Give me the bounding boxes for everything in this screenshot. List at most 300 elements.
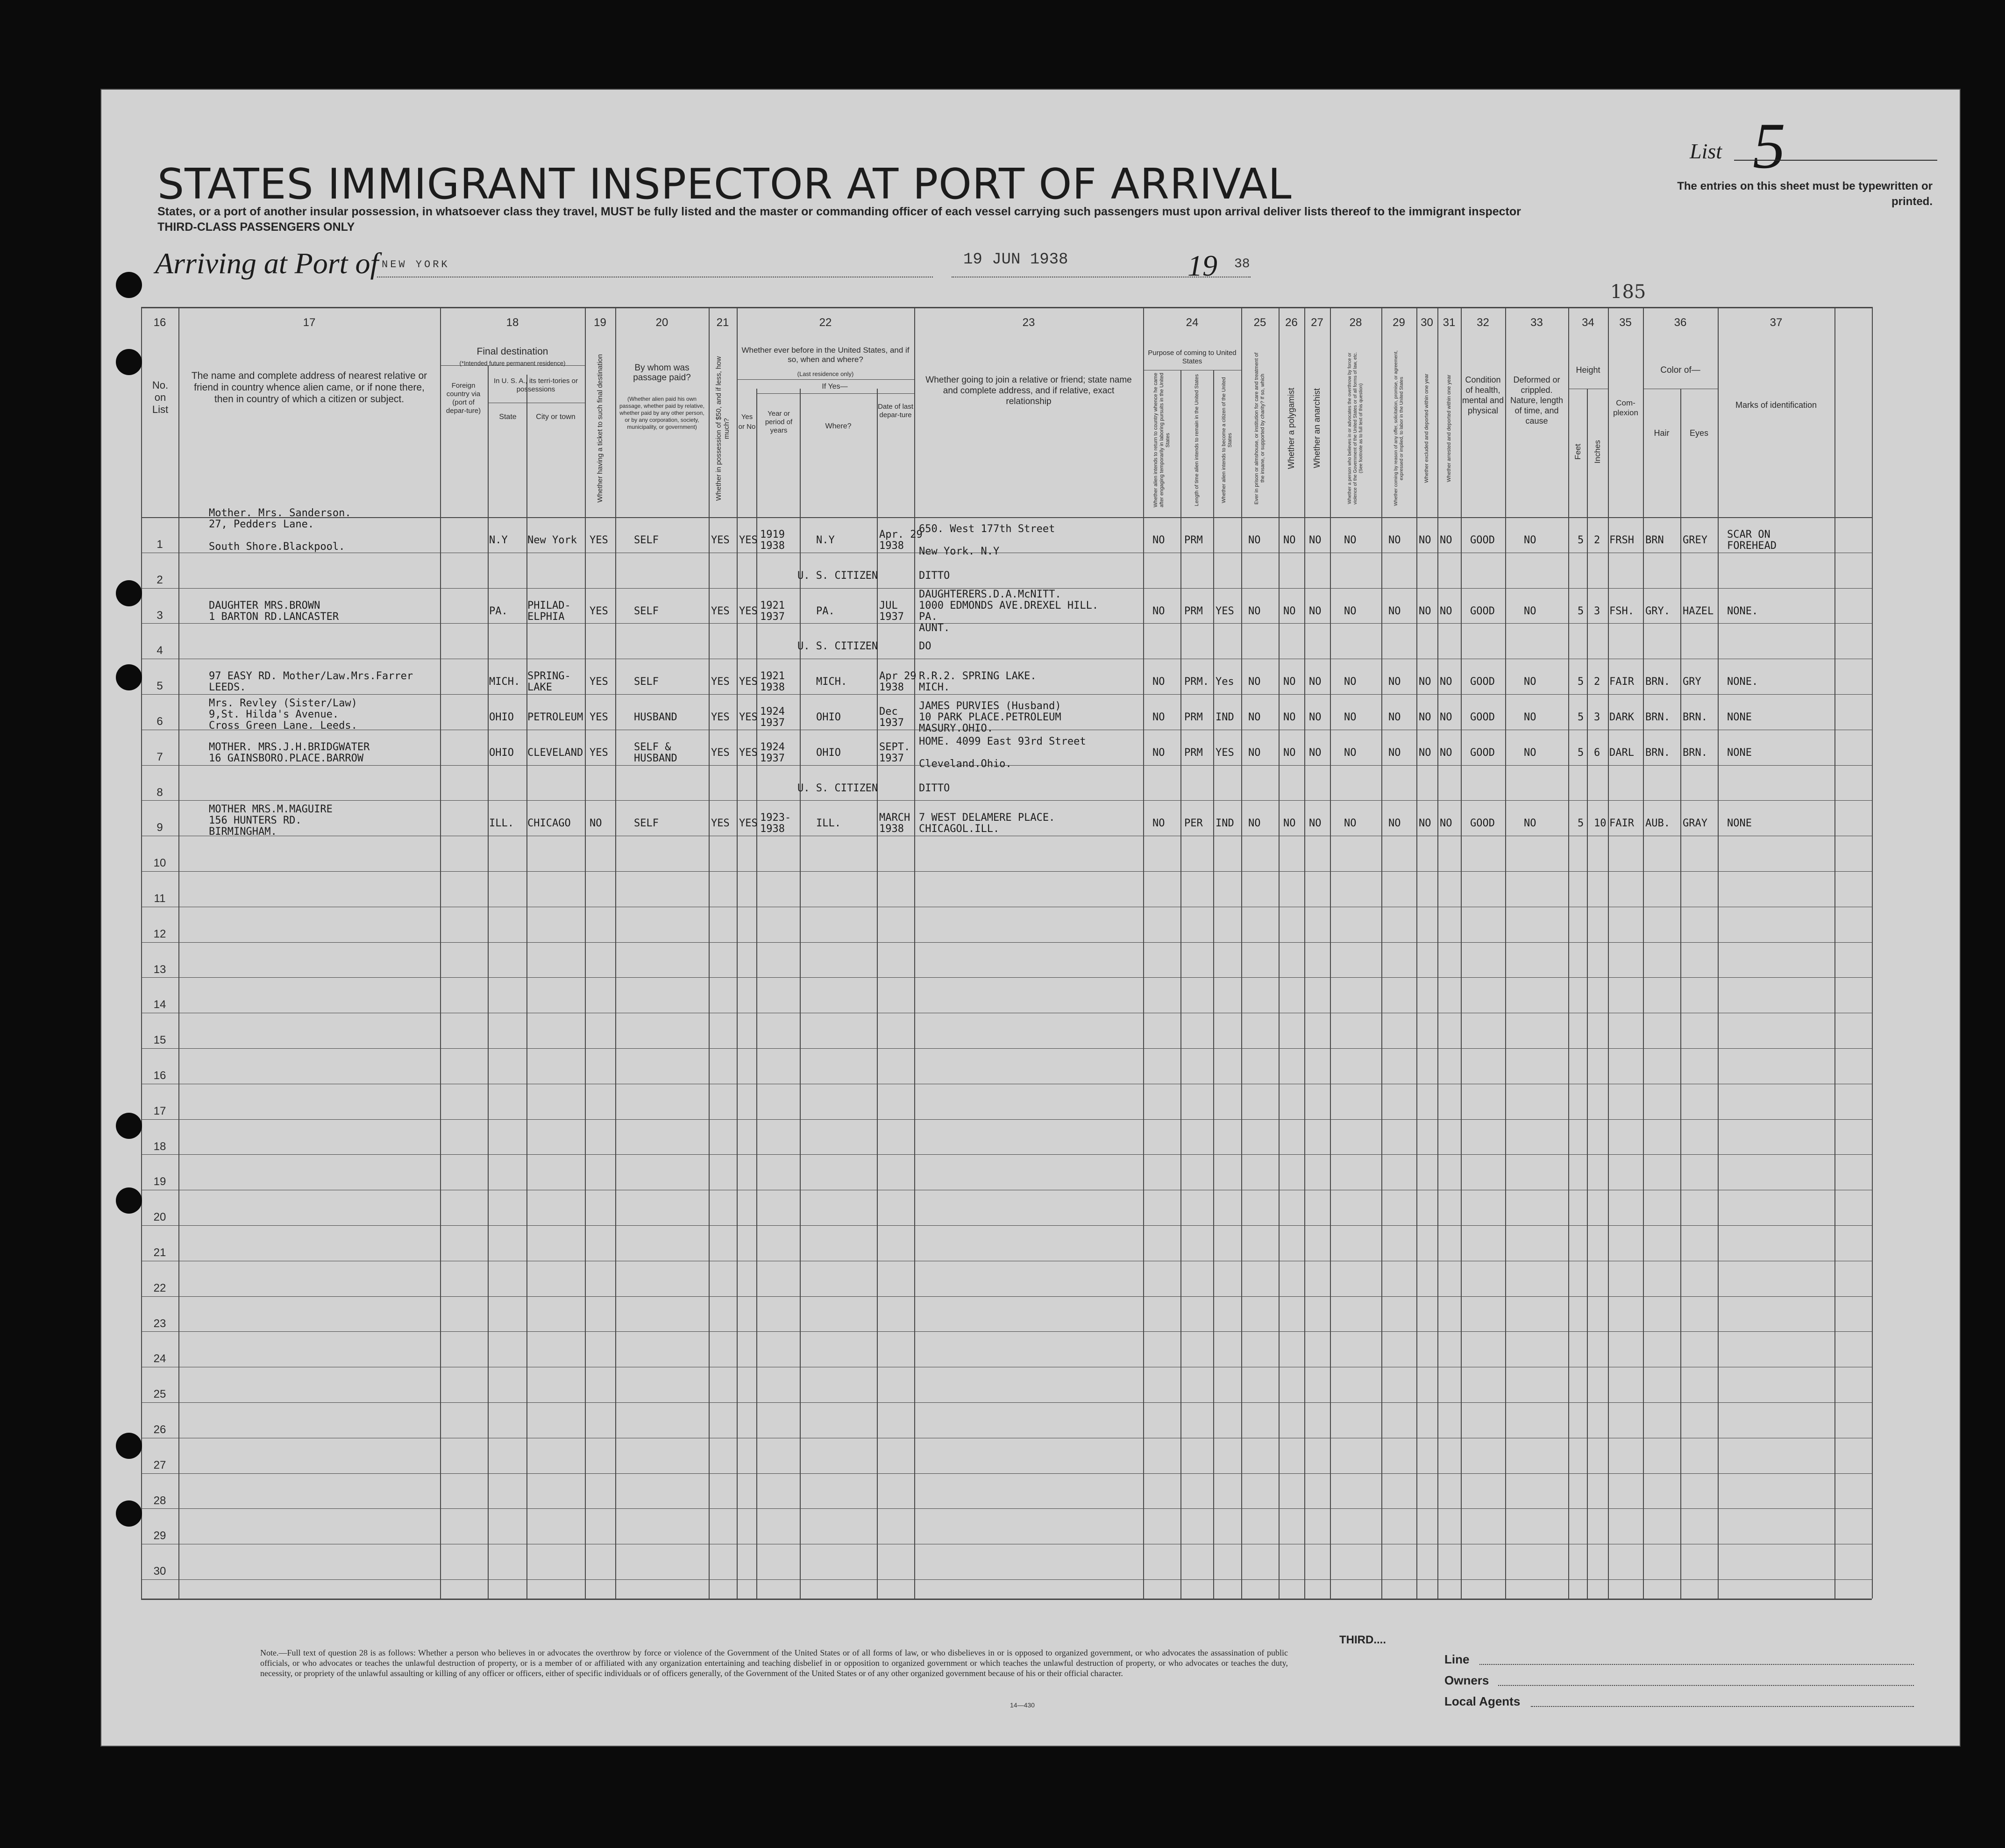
header-passage-paid-note: (Whether alien paid his own passage, whether paid by relative, whether paid by any other person, or by any corporation, society, municipality, or government) bbox=[619, 396, 705, 430]
header-bottom-rule bbox=[141, 517, 1872, 518]
header-date-departure: Date of last depar-ture bbox=[878, 403, 913, 419]
cell-join: 650. West 177th Street New York. N.Y bbox=[919, 523, 1055, 557]
cell-ticket: YES bbox=[590, 534, 608, 546]
cell-departure: Apr. 29 1938 bbox=[879, 529, 923, 552]
cell-c31: NO bbox=[1440, 711, 1452, 723]
page-title: STATES IMMIGRANT INSPECTOR AT PORT OF ARRIVAL bbox=[157, 160, 1292, 209]
cell-hair: GRY. bbox=[1645, 605, 1670, 617]
col-num-32: 32 bbox=[1477, 316, 1489, 329]
header-height: Height bbox=[1576, 365, 1600, 375]
cell-p-a: NO bbox=[1152, 711, 1165, 723]
header-final-destination: Final destination bbox=[476, 346, 548, 357]
cell-c29: NO bbox=[1388, 711, 1401, 723]
cell-p-a: NO bbox=[1152, 605, 1165, 617]
header-nearest-relative: The name and complete address of nearest relative or friend in country whence alien came, or if none there, then in country of which a citizen or subject. bbox=[191, 370, 427, 405]
column-rule bbox=[1608, 307, 1609, 1599]
col-num-21: 21 bbox=[716, 316, 729, 329]
cell-ticket: NO bbox=[590, 817, 602, 830]
col-num-35: 35 bbox=[1619, 316, 1632, 329]
header-purpose-a: Whether alien intends to return to country whence he came after engaging temporarily in laboring pursuits in the United States bbox=[1152, 373, 1171, 507]
cell-state: ILL. bbox=[489, 817, 514, 830]
cell-hair: BRN. bbox=[1645, 711, 1670, 723]
cell-fifty: YES bbox=[711, 676, 730, 688]
header-hair: Hair bbox=[1654, 428, 1670, 438]
col-num-34: 34 bbox=[1582, 316, 1594, 329]
col-num-25: 25 bbox=[1253, 316, 1266, 329]
cell-c25: NO bbox=[1248, 746, 1261, 759]
row-rule bbox=[141, 1508, 1872, 1509]
cell-marks: NONE. bbox=[1727, 676, 1758, 688]
header-col-27: Whether an anarchist bbox=[1312, 388, 1322, 469]
cell-c26: NO bbox=[1283, 817, 1296, 830]
cell-state: PA. bbox=[489, 605, 508, 617]
cell-c27: NO bbox=[1309, 711, 1322, 723]
cell-state: OHIO bbox=[489, 711, 514, 723]
cell-p-c: YES bbox=[1216, 605, 1234, 617]
row-number: 24 bbox=[153, 1352, 166, 1365]
column-rule bbox=[1587, 389, 1588, 1599]
row-number: 16 bbox=[153, 1069, 166, 1082]
cell-p-b: PER bbox=[1184, 817, 1203, 830]
year-prefix: 19 bbox=[1187, 249, 1217, 282]
header-state: State bbox=[499, 413, 517, 421]
cell-eyes: BRN. bbox=[1683, 711, 1707, 723]
cell-p-a: NO bbox=[1152, 534, 1165, 546]
cell-before: YES bbox=[739, 534, 758, 546]
header-fifty-dollars: Whether in possession of $50, and if less, how much? bbox=[715, 356, 731, 501]
cell-deformed: NO bbox=[1524, 676, 1536, 688]
cell-c27: NO bbox=[1309, 534, 1322, 546]
third-label: THIRD.... bbox=[1339, 1634, 1386, 1646]
cell-years: 1921 1937 bbox=[760, 599, 785, 623]
list-label: List bbox=[1690, 139, 1722, 163]
cell-join: R.R.2. SPRING LAKE. MICH. bbox=[919, 670, 1037, 694]
column-rule bbox=[1505, 307, 1506, 1599]
column-rule bbox=[1834, 307, 1835, 1599]
row-rule bbox=[141, 1331, 1872, 1332]
list-number: 5 bbox=[1753, 110, 1785, 182]
cell-join: DITTO bbox=[919, 782, 950, 794]
cell-c30: NO bbox=[1419, 534, 1431, 546]
cell-fifty: YES bbox=[711, 711, 730, 723]
cell-citizen: U. S. CITIZEN bbox=[797, 782, 878, 794]
col-num-16: 16 bbox=[153, 316, 166, 329]
cell-citizen: U. S. CITIZEN bbox=[797, 640, 878, 653]
row-number: 9 bbox=[156, 821, 163, 834]
header-col-28: Whether a person who believes in or advocates the overthrow by force or violence of the Government of the United States or of all forms of law, etc. (See footnote as to full text of this question) bbox=[1347, 352, 1364, 505]
cell-c27: NO bbox=[1309, 817, 1322, 830]
row-number: 4 bbox=[156, 644, 163, 657]
cell-c30: NO bbox=[1419, 711, 1431, 723]
cell-c26: NO bbox=[1283, 534, 1296, 546]
row-number: 5 bbox=[156, 680, 163, 693]
header-final-destination-note: (*Intended future permanent residence) bbox=[459, 360, 566, 367]
header-color-of: Color of— bbox=[1660, 365, 1700, 375]
col-num-30: 30 bbox=[1421, 316, 1433, 329]
cell-fifty: YES bbox=[711, 605, 730, 617]
cell-hair: BRN bbox=[1645, 534, 1664, 546]
cell-departure: Apr 29 1938 bbox=[879, 670, 917, 694]
cell-ticket: YES bbox=[590, 676, 608, 688]
col-num-19: 19 bbox=[594, 316, 606, 329]
cell-health: GOOD bbox=[1470, 746, 1495, 759]
cell-c29: NO bbox=[1388, 746, 1401, 759]
cell-inches: 3 bbox=[1594, 711, 1600, 723]
arriving-label: Arriving at Port of bbox=[155, 247, 379, 280]
cell-years: 1924 1937 bbox=[760, 741, 785, 764]
cell-relative: 97 EASY RD. Mother/Law.Mrs.Farrer LEEDS. bbox=[209, 670, 413, 694]
column-rule bbox=[178, 307, 179, 1599]
header-where: Where? bbox=[825, 422, 852, 430]
row-number: 3 bbox=[156, 609, 163, 622]
header-marks: Marks of identification bbox=[1735, 400, 1817, 410]
row-number: 26 bbox=[153, 1423, 166, 1436]
cell-c29: NO bbox=[1388, 817, 1401, 830]
cell-c29: NO bbox=[1388, 676, 1401, 688]
cell-paid: SELF & HUSBAND bbox=[634, 741, 677, 764]
column-rule bbox=[526, 375, 527, 1599]
cell-fifty: YES bbox=[711, 534, 730, 546]
cell-eyes: GRY bbox=[1683, 676, 1701, 688]
row-number: 25 bbox=[153, 1388, 166, 1401]
col-num-26: 26 bbox=[1285, 316, 1298, 329]
row-rule bbox=[141, 1402, 1872, 1403]
cell-c25: NO bbox=[1248, 605, 1261, 617]
cell-join: DITTO bbox=[919, 569, 950, 582]
cell-c28: NO bbox=[1344, 711, 1357, 723]
cell-fifty: YES bbox=[711, 746, 730, 759]
header-purpose: Purpose of coming to United States bbox=[1148, 349, 1237, 365]
cell-before: YES bbox=[739, 817, 758, 830]
table-bottom-rule bbox=[141, 1599, 1872, 1600]
column-rule bbox=[1643, 307, 1644, 1599]
row-rule bbox=[141, 800, 1872, 801]
port-name: NEW YORK bbox=[382, 259, 450, 270]
cell-eyes: GRAY bbox=[1683, 817, 1707, 830]
cell-p-b: PRM bbox=[1184, 605, 1203, 617]
cell-paid: SELF bbox=[634, 534, 659, 546]
cell-join: DAUGHTERERS.D.A.McNITT. 1000 EDMONDS AVE.DREXEL HILL. PA. AUNT. bbox=[919, 588, 1099, 634]
row-number: 18 bbox=[153, 1140, 166, 1153]
column-rule bbox=[737, 307, 738, 1599]
form-code: 14—430 bbox=[1010, 1701, 1035, 1709]
row-rule bbox=[141, 942, 1872, 943]
column-rule bbox=[1213, 370, 1214, 1599]
cell-citizen: U. S. CITIZEN bbox=[797, 569, 878, 582]
row-number: 19 bbox=[153, 1175, 166, 1188]
punch-hole bbox=[116, 1500, 142, 1527]
cell-p-b: PRM bbox=[1184, 711, 1203, 723]
row-number: 23 bbox=[153, 1317, 166, 1330]
cell-p-b: PRM. bbox=[1184, 676, 1209, 688]
header-col-29: Whether coming by reason of any offer, solicitation, promise, or agreement, expressed or implied, to labor in the United States bbox=[1393, 350, 1404, 506]
cell-join: JAMES PURVIES (Husband) 10 PARK PLACE.PETROLEUM MASURY.OHIO. bbox=[919, 700, 1061, 734]
col-num-20: 20 bbox=[655, 316, 668, 329]
cell-ticket: YES bbox=[590, 746, 608, 759]
cell-fifty: YES bbox=[711, 817, 730, 830]
punch-hole bbox=[116, 1113, 142, 1139]
cell-inches: 2 bbox=[1594, 676, 1600, 688]
cell-p-a: NO bbox=[1152, 676, 1165, 688]
cell-paid: SELF bbox=[634, 817, 659, 830]
cell-state: N.Y bbox=[489, 534, 508, 546]
row-number: 29 bbox=[153, 1529, 166, 1542]
cell-hair: AUB. bbox=[1645, 817, 1670, 830]
row-number: 13 bbox=[153, 963, 166, 976]
cell-p-c: YES bbox=[1216, 746, 1234, 759]
header-purpose-c: Whether alien intends to become a citizen of the United States bbox=[1221, 377, 1233, 503]
cell-marks: SCAR ON FOREHEAD bbox=[1727, 529, 1777, 552]
column-rule bbox=[488, 365, 489, 1599]
cell-deformed: NO bbox=[1524, 746, 1536, 759]
column-rule bbox=[1872, 307, 1873, 1599]
owners-label: Owners bbox=[1444, 1673, 1489, 1687]
col-num-24: 24 bbox=[1186, 316, 1199, 329]
row-number: 20 bbox=[153, 1211, 166, 1224]
row-number: 21 bbox=[153, 1246, 166, 1259]
header-col-31: Whether arrested and deported within one year bbox=[1446, 375, 1452, 482]
punch-hole bbox=[116, 349, 142, 375]
cell-inches: 2 bbox=[1594, 534, 1600, 546]
entries-note: The entries on this sheet must be typewritten or printed. bbox=[1677, 180, 1933, 208]
line-field[interactable] bbox=[1479, 1664, 1914, 1665]
cell-paid: HUSBAND bbox=[634, 711, 677, 723]
footnote-question-28: Note.—Full text of question 28 is as follows: Whether a person who believes in or advocates the overthrow by force or violence of the Government of the United States or of all forms of law, or who disbelieves in or is opposed to organized government, or who advocates the assassination of public officials, or who advocates or teaches the unlawful destruction of property, or is a member of or affiliated with any organization entertaining and teaching disbelief in or opposition to organized government or which teaches the unlawful destruction of property, or who advocates or teaches the duty, necessity, or propriety of the unlawful assaulting or killing of any officer or officers, either of specific individuals or of officers generally, of the Government of the United States or of any other organized government because of his or their official character. bbox=[260, 1648, 1288, 1678]
punch-hole bbox=[116, 1433, 142, 1459]
cell-join: DO bbox=[919, 640, 931, 653]
cell-complexion: FAIR bbox=[1609, 817, 1634, 830]
header-year-period: Year or period of years bbox=[765, 410, 793, 434]
cell-marks: NONE bbox=[1727, 746, 1752, 759]
pencil-number: 185 bbox=[1610, 281, 1646, 303]
cell-feet: 5 bbox=[1578, 746, 1584, 759]
punch-hole bbox=[116, 272, 142, 298]
cell-city: CHICAGO bbox=[527, 817, 571, 830]
cell-before: YES bbox=[739, 605, 758, 617]
cell-feet: 5 bbox=[1578, 605, 1584, 617]
cell-c25: NO bbox=[1248, 676, 1261, 688]
cell-p-b: PRM bbox=[1184, 746, 1203, 759]
cell-city: PHILAD- ELPHIA bbox=[527, 599, 571, 623]
column-rule bbox=[756, 389, 757, 1599]
column-rule bbox=[1680, 389, 1681, 1599]
row-number: 2 bbox=[156, 573, 163, 586]
cell-c31: NO bbox=[1440, 817, 1452, 830]
cell-deformed: NO bbox=[1524, 534, 1536, 546]
row-rule bbox=[141, 1296, 1872, 1297]
cell-departure: Dec 1937 bbox=[879, 706, 904, 729]
row-number: 11 bbox=[154, 892, 166, 905]
header-eyes: Eyes bbox=[1689, 428, 1709, 438]
row-rule bbox=[141, 1119, 1872, 1120]
cell-city: SPRING- LAKE bbox=[527, 670, 571, 694]
cell-years: 1919 1938 bbox=[760, 529, 785, 552]
row-rule bbox=[141, 977, 1872, 978]
header-col-26: Whether a polygamist bbox=[1287, 387, 1296, 469]
cell-c29: NO bbox=[1388, 534, 1401, 546]
cell-c27: NO bbox=[1309, 605, 1322, 617]
intro-line-1: States, or a port of another insular possession, in whatsoever class they travel, MUST be fully listed and the master or commanding officer of each vessel carrying such passengers must upon arrival deliver lists thereof to the immigrant inspector bbox=[157, 205, 1521, 218]
header-col-30: Whether excluded and deported within one year bbox=[1424, 374, 1429, 483]
cell-relative: Mrs. Revley (Sister/Law) 9,St. Hilda's Avenue. Cross Green Lane. Leeds. bbox=[209, 697, 357, 732]
cell-c31: NO bbox=[1440, 605, 1452, 617]
row-number: 22 bbox=[153, 1281, 166, 1294]
cell-eyes: HAZEL bbox=[1683, 605, 1714, 617]
column-rule bbox=[141, 307, 142, 1599]
local-agents-field[interactable] bbox=[1531, 1706, 1914, 1707]
cell-c26: NO bbox=[1283, 711, 1296, 723]
header-no-on-list: No. on List bbox=[152, 379, 169, 415]
intro-text bbox=[157, 204, 1652, 235]
cell-city: PETROLEUM bbox=[527, 711, 583, 723]
col-num-18: 18 bbox=[506, 316, 519, 329]
header-feet: Feet bbox=[1573, 443, 1582, 460]
cell-city: CLEVELAND bbox=[527, 746, 583, 759]
cell-p-c: Yes bbox=[1216, 676, 1234, 688]
date-stamp: 19 JUN 1938 bbox=[963, 251, 1068, 269]
header-yes-or-no: Yes or No bbox=[738, 413, 756, 431]
owners-field[interactable] bbox=[1498, 1685, 1914, 1686]
column-rule bbox=[1718, 307, 1719, 1599]
cell-hair: BRN. bbox=[1645, 676, 1670, 688]
cell-marks: NONE. bbox=[1727, 605, 1758, 617]
col-num-31: 31 bbox=[1443, 316, 1456, 329]
cell-relative: DAUGHTER MRS.BROWN 1 BARTON RD.LANCASTER bbox=[209, 599, 339, 623]
cell-c28: NO bbox=[1344, 605, 1357, 617]
cell-where: PA. bbox=[816, 605, 835, 617]
cell-paid: SELF bbox=[634, 676, 659, 688]
cell-paid: SELF bbox=[634, 605, 659, 617]
cell-before: YES bbox=[739, 746, 758, 759]
cell-deformed: NO bbox=[1524, 817, 1536, 830]
cell-where: MICH. bbox=[816, 676, 847, 688]
cell-years: 1923- 1938 bbox=[760, 812, 791, 835]
punch-hole bbox=[116, 1187, 142, 1214]
cell-c30: NO bbox=[1419, 605, 1431, 617]
cell-c25: NO bbox=[1248, 534, 1261, 546]
row-rule bbox=[141, 1048, 1872, 1049]
row-number: 12 bbox=[153, 927, 166, 940]
cell-state: OHIO bbox=[489, 746, 514, 759]
cell-years: 1921 1938 bbox=[760, 670, 785, 694]
row-number: 10 bbox=[153, 857, 166, 870]
header-last-residence: (Last residence only) bbox=[797, 370, 854, 377]
col-num-23: 23 bbox=[1022, 316, 1035, 329]
cell-health: GOOD bbox=[1470, 676, 1495, 688]
punch-hole bbox=[116, 664, 142, 690]
cell-ticket: YES bbox=[590, 711, 608, 723]
header-join-relative: Whether going to join a relative or friend; state name and complete address, and if relative, exact relationship bbox=[925, 375, 1132, 406]
cell-state: MICH. bbox=[489, 676, 520, 688]
cell-p-c: IND bbox=[1216, 817, 1234, 830]
cell-c26: NO bbox=[1283, 605, 1296, 617]
row-number: 7 bbox=[156, 750, 163, 763]
header-passage-paid: By whom was passage paid? bbox=[633, 363, 691, 383]
cell-inches: 10 bbox=[1594, 817, 1607, 830]
row-rule bbox=[141, 694, 1872, 695]
header-purpose-b: Length of time alien intends to remain in the United States bbox=[1194, 374, 1200, 506]
row-number: 30 bbox=[153, 1565, 166, 1578]
subheader-rule bbox=[756, 393, 914, 394]
cell-eyes: GREY bbox=[1683, 534, 1707, 546]
header-condition: Condition of health, mental and physical bbox=[1462, 375, 1504, 415]
header-inches: Inches bbox=[1593, 440, 1602, 464]
cell-feet: 5 bbox=[1578, 534, 1584, 546]
cell-before: YES bbox=[739, 676, 758, 688]
cell-relative: MOTHER. MRS.J.H.BRIDGWATER 16 GAINSBORO.PLACE.BARROW bbox=[209, 741, 370, 764]
column-rule bbox=[615, 307, 616, 1599]
row-rule bbox=[141, 871, 1872, 872]
cell-c31: NO bbox=[1440, 676, 1452, 688]
cell-eyes: BRN. bbox=[1683, 746, 1707, 759]
cell-c28: NO bbox=[1344, 676, 1357, 688]
cell-p-a: NO bbox=[1152, 746, 1165, 759]
cell-inches: 6 bbox=[1594, 746, 1600, 759]
header-foreign-country: Foreign country via (port of depar-ture) bbox=[446, 382, 481, 415]
cell-c28: NO bbox=[1344, 746, 1357, 759]
cell-feet: 5 bbox=[1578, 676, 1584, 688]
row-rule bbox=[141, 1579, 1872, 1580]
cell-ticket: YES bbox=[590, 605, 608, 617]
cell-c27: NO bbox=[1309, 746, 1322, 759]
cell-feet: 5 bbox=[1578, 711, 1584, 723]
col-num-27: 27 bbox=[1311, 316, 1323, 329]
year-suffix: 38 bbox=[1234, 257, 1250, 271]
cell-complexion: DARK bbox=[1609, 711, 1634, 723]
row-rule bbox=[141, 1225, 1872, 1226]
line-label: Line bbox=[1444, 1652, 1470, 1666]
header-ever-before: Whether ever before in the United States, and if so, when and where? bbox=[741, 346, 910, 364]
header-col-25: Ever in prison or almshouse, or institution for care and treatment of the insane, or supported by charity? If so, which bbox=[1254, 352, 1266, 505]
cell-marks: NONE bbox=[1727, 711, 1752, 723]
cell-health: GOOD bbox=[1470, 817, 1495, 830]
cell-join: HOME. 4099 East 93rd Street Cleveland.Ohio. bbox=[919, 735, 1086, 770]
column-rule bbox=[440, 307, 441, 1599]
intro-line-2: THIRD-CLASS PASSENGERS ONLY bbox=[157, 220, 355, 234]
cell-complexion: FRSH bbox=[1609, 534, 1634, 546]
row-number: 14 bbox=[153, 998, 166, 1011]
col-num-28: 28 bbox=[1349, 316, 1362, 329]
cell-departure: SEPT. 1937 bbox=[879, 741, 910, 764]
col-num-37: 37 bbox=[1770, 316, 1783, 329]
cell-complexion: FSH. bbox=[1609, 605, 1634, 617]
row-number: 27 bbox=[153, 1458, 166, 1471]
cell-years: 1924 1937 bbox=[760, 706, 785, 729]
cell-complexion: DARL bbox=[1609, 746, 1634, 759]
header-city: City or town bbox=[536, 413, 576, 421]
header-in-usa: In U. S. A., its terri-tories or possessions bbox=[493, 377, 578, 393]
cell-feet: 5 bbox=[1578, 817, 1584, 830]
cell-p-a: NO bbox=[1152, 817, 1165, 830]
cell-c26: NO bbox=[1283, 746, 1296, 759]
cell-c28: NO bbox=[1344, 534, 1357, 546]
manifest-sheet bbox=[100, 89, 1961, 1747]
cell-complexion: FAIR bbox=[1609, 676, 1634, 688]
row-number: 17 bbox=[153, 1104, 166, 1117]
cell-c28: NO bbox=[1344, 817, 1357, 830]
header-complexion: Com-plexion bbox=[1613, 398, 1638, 417]
column-rule bbox=[914, 307, 915, 1599]
row-rule bbox=[141, 1154, 1872, 1155]
cell-c26: NO bbox=[1283, 676, 1296, 688]
cell-deformed: NO bbox=[1524, 605, 1536, 617]
row-rule bbox=[141, 1473, 1872, 1474]
list-underline bbox=[1734, 160, 1937, 161]
header-ticket: Whether having a ticket to such final destination bbox=[596, 354, 604, 503]
cell-c25: NO bbox=[1248, 817, 1261, 830]
cell-c30: NO bbox=[1419, 817, 1431, 830]
table-top-rule bbox=[141, 307, 1872, 308]
